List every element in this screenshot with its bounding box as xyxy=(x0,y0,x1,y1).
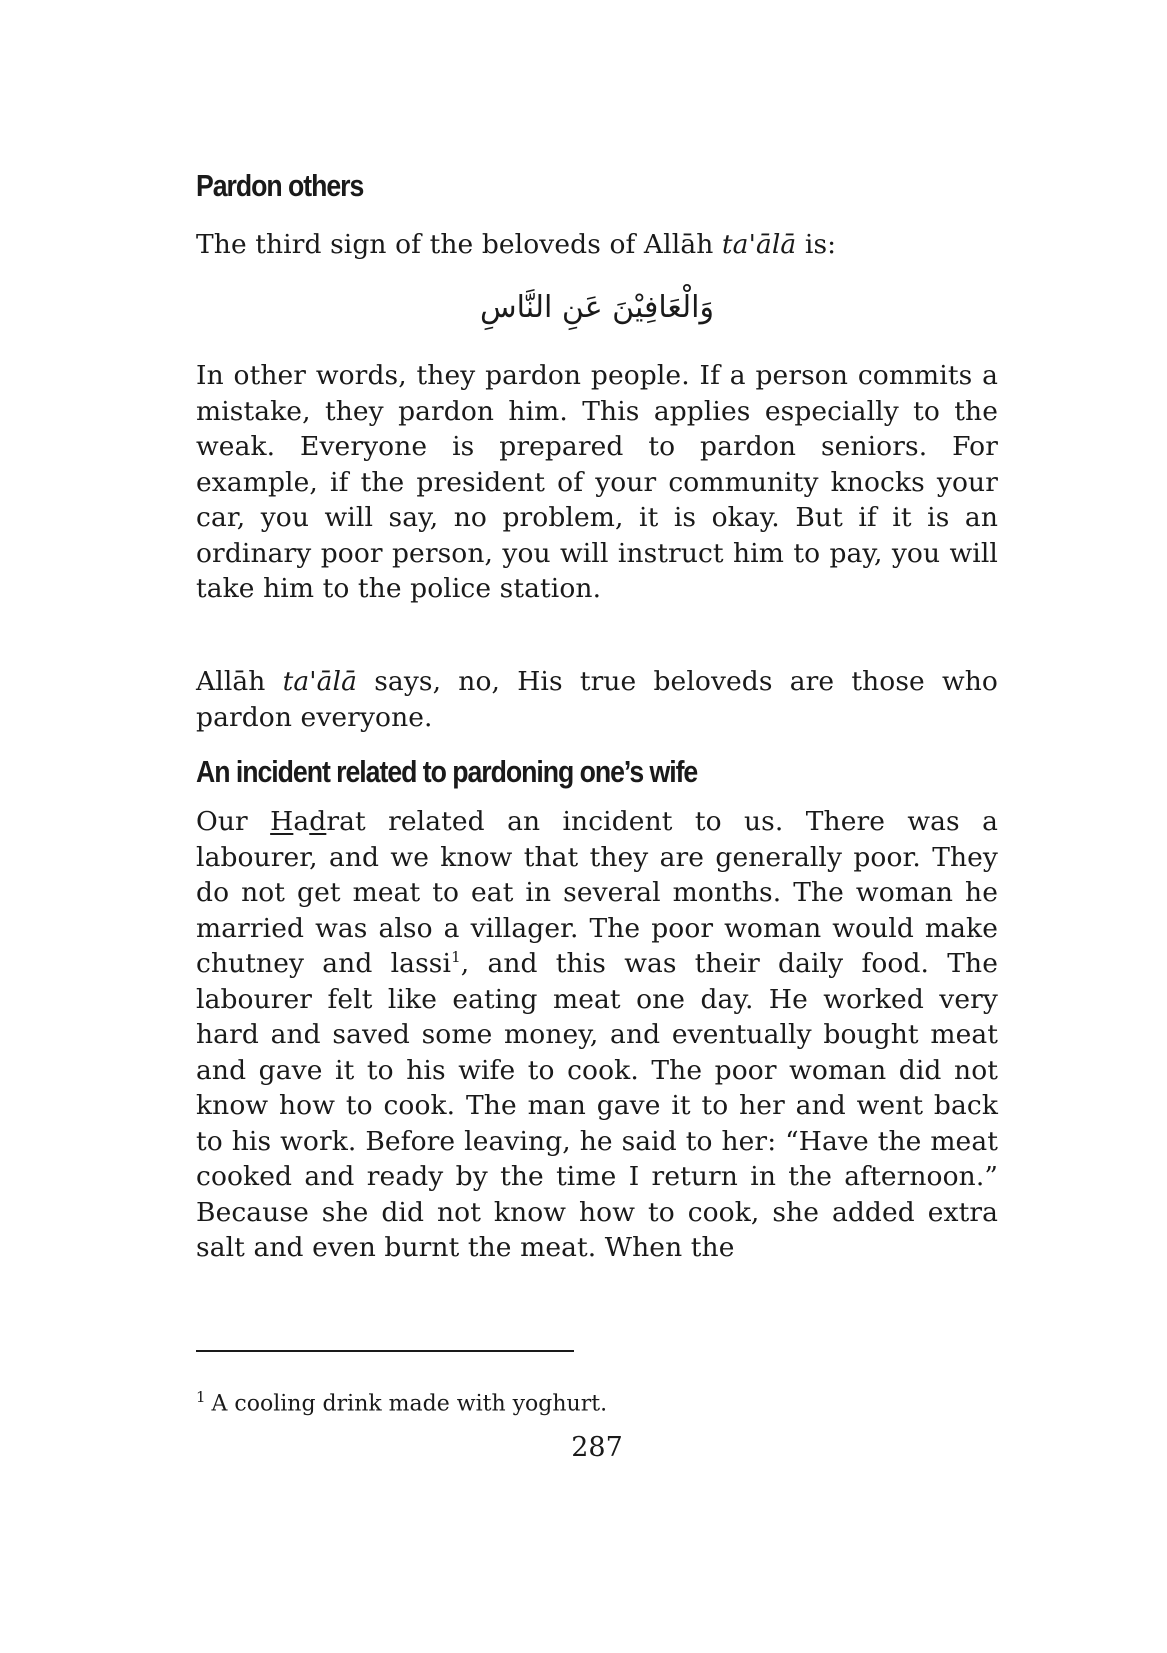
footnote-reference[interactable]: 1 xyxy=(451,948,461,967)
footnote-divider xyxy=(196,1350,574,1352)
intro-text: The third sign of the beloveds of Allāh xyxy=(196,229,722,260)
footnote-marker: 1 xyxy=(196,1388,206,1406)
footnote xyxy=(196,1388,607,1416)
p3-text-mid: rat related an incident to us. There was a labourer, and we know that they are generally poor. They do not get meat to eat in several months. The woman he married was also a villager. The poor woman would make chutney and lassi xyxy=(196,806,999,979)
intro-italic-term: ta'ālā xyxy=(721,229,797,260)
paragraph-pardon-people: In other words, they pardon people. If a person commits a mistake, they pardon him. This applies especially to the weak. Everyone is prepared to pardon seniors. For example, if the president of your community knocks your car, you will say, no problem, it is okay. But if it is an ordinary poor person, you will instruct him to pay, you will take him to the police station. xyxy=(196,360,998,604)
p3-underlined-d: d xyxy=(309,806,327,837)
footnote-text: A cooling drink made with yoghurt. xyxy=(211,1391,608,1417)
p3-text-rest: , and this was their daily food. The labourer felt like eating meat one day. He worked very hard and saved some money, and eventually bought meat and gave it to his wife to cook. The poor woman did not know how to cook. The man gave it to her and went back to his work. Before leaving, he said to her: “Have the meat cooked and ready by the time I return in the afternoon.” Because she did not know how to cook, she added extra salt and even burnt the meat. When the xyxy=(196,948,999,1263)
section-heading-pardon-others: Pardon others xyxy=(196,168,364,203)
page-number: 287 xyxy=(571,1432,623,1463)
arabic-verse: وَالْعَافِيْنَ عَنِ النَّاسِ xyxy=(480,290,714,325)
p2-text: Allāh xyxy=(196,666,283,697)
intro-paragraph xyxy=(196,227,998,263)
section-heading-incident: An incident related to pardoning one’s wife xyxy=(196,754,698,789)
paragraph-incident xyxy=(196,804,998,1266)
p2-text-end: says, no, His true beloveds are those who pardon everyone. xyxy=(196,666,998,733)
p3-text-start: Our xyxy=(196,806,271,837)
p2-italic-term: ta'ālā xyxy=(282,666,358,697)
p3-letter-a: a xyxy=(293,806,310,837)
intro-text-end: is: xyxy=(796,229,837,260)
paragraph-true-beloveds xyxy=(196,664,998,735)
p3-underlined-h: H xyxy=(270,806,294,837)
